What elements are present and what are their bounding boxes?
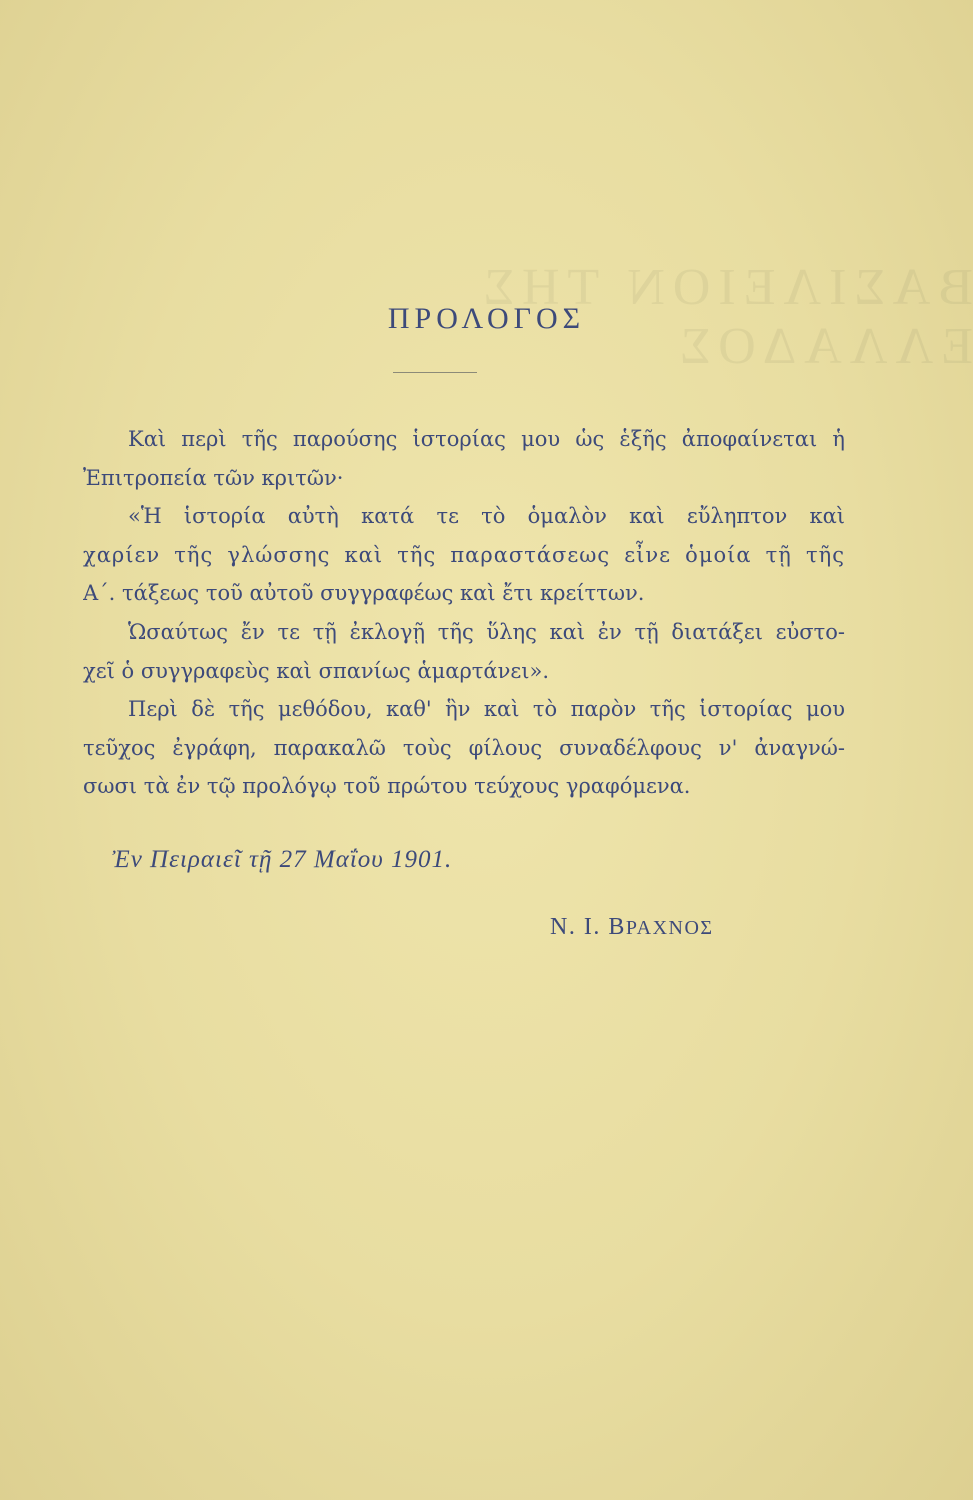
signature-initials: Ν. Ι. Β: [550, 914, 626, 940]
page-title: ΠΡΟΛΟΓΟΣ: [387, 302, 586, 335]
text-line: σωσι τὰ ἐν τῷ προλόγῳ τοῦ πρώτου τεύχους γραφόμενα.: [83, 774, 691, 799]
text-line: Καὶ περὶ τῆς παρούσης ἱστορίας μου ὡς ἑξῆς ἀποφαίνεται ἡ: [128, 427, 845, 451]
signature-surname: ΡΑΧΝΟΣ: [625, 917, 714, 939]
text-line: Α΄. τάξεως τοῦ αὐτοῦ συγγραφέως καὶ ἔτι κρείττων.: [83, 581, 645, 606]
text-line: Ὡσαύτως ἔν τε τῇ ἐκλογῇ τῆς ὕλης καὶ ἐν τῇ διατάξει εὐστο-: [128, 619, 845, 644]
title-divider: [393, 372, 477, 373]
bleed-through-stamp: ΒΑΣΙΛΕΙΟΝ ΤΗΣ ΕΛΛΑΔΟΣ: [475, 259, 973, 375]
text-line: χαρίεν τῆς γλώσσης καὶ τῆς παραστάσεως εἶνε ὁμοία τῇ τῆς: [83, 542, 845, 567]
dateline: Ἐν Πειραιεῖ τῇ 27 Μαΐου 1901.: [112, 846, 453, 873]
text-line: τεῦχος ἐγράφη, παρακαλῶ τοὺς φίλους συναδέλφους ν' ἀναγνώ-: [83, 735, 845, 760]
preface-body: [83, 420, 845, 806]
text-line: Ἐπιτροπεία τῶν κριτῶν·: [83, 465, 344, 490]
text-line: χεῖ ὁ συγγραφεὺς καὶ σπανίως ἁμαρτάνει».: [83, 658, 549, 683]
text-line: «Ἡ ἱστορία αὐτὴ κατά τε τὸ ὁμαλὸν καὶ εὔληπτον καὶ: [128, 504, 845, 529]
author-signature: [550, 914, 714, 941]
text-line: Περὶ δὲ τῆς μεθόδου, καθ' ἣν καὶ τὸ παρὸν τῆς ἱστορίας μου: [128, 697, 845, 722]
